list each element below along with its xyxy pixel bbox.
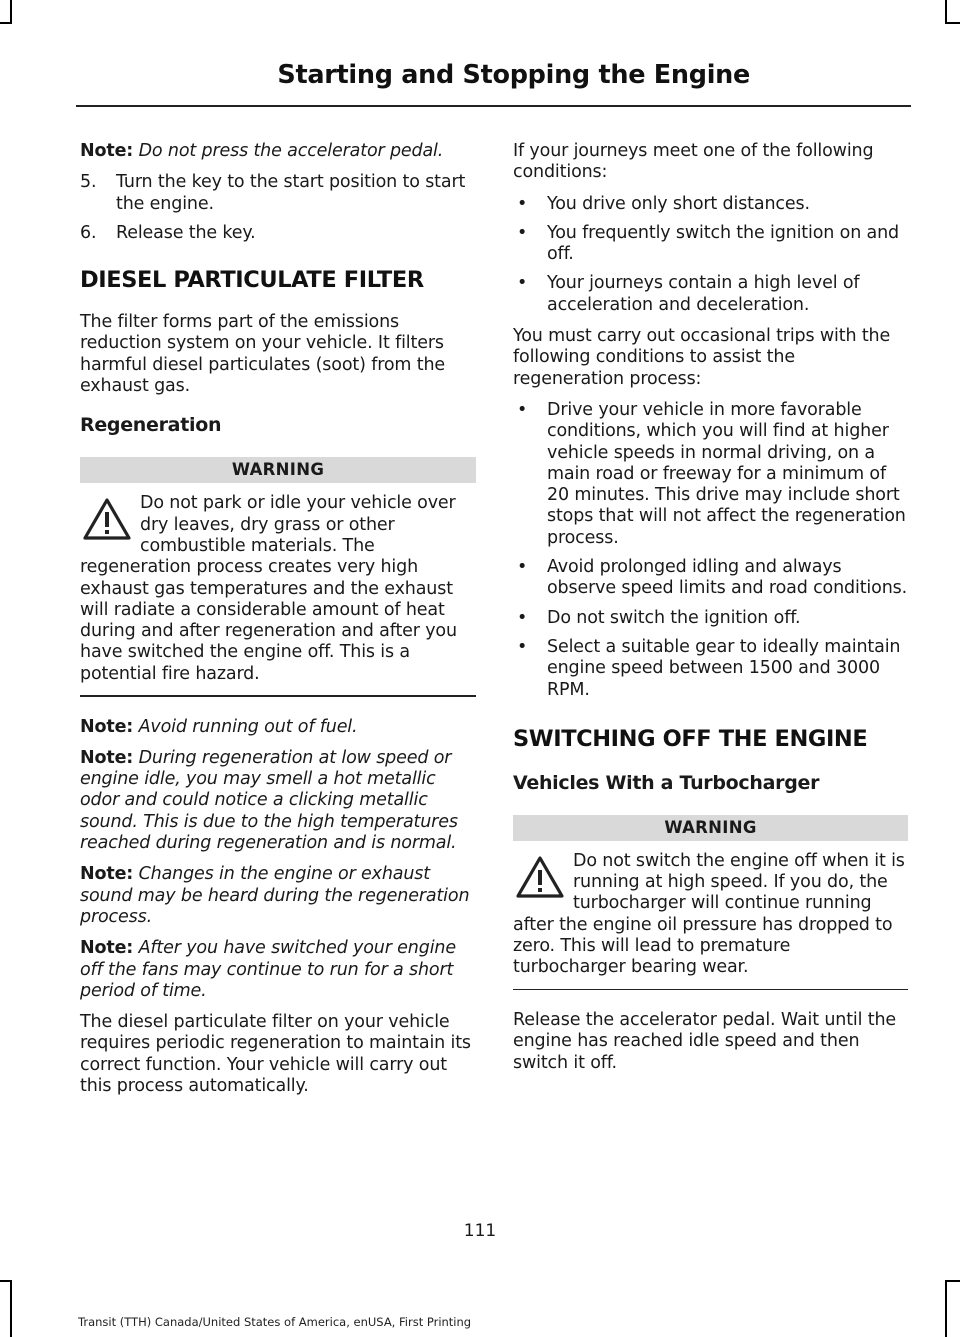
note-label: Note: [80,716,134,737]
note [80,864,476,928]
note [80,748,476,854]
crop-mark [10,1280,12,1337]
warning-triangle-icon [515,855,565,899]
bullet-list [513,400,908,701]
crop-mark [945,0,947,22]
page-number: 111 [463,1221,497,1241]
crop-mark [10,0,12,22]
note-text: Do not press the accelerator pedal. [138,141,444,161]
list-item: • Select a suitable gear to ideally maintain engine speed between 1500 and 3000 RPM. [513,637,908,701]
crop-mark [0,1280,12,1282]
warning-divider [80,695,476,697]
crop-mark [945,1280,960,1282]
paragraph: If your journeys meet one of the following conditions: [513,141,874,183]
section-heading: SWITCHING OFF THE ENGINE [513,725,868,752]
numbered-step [80,223,476,244]
warning-box [80,457,476,696]
note [80,141,476,162]
paragraph: The diesel particulate filter on your vehicle requires periodic regeneration to maintain its correct function. Your vehicle will carry out this process automatically. [80,1012,471,1096]
step-number: 5. [80,172,97,193]
note-text: Avoid running out of fuel. [138,716,358,737]
warning-label: WARNING [513,815,908,841]
note-label: Note: [80,747,134,768]
page-title: Starting and Stopping the Engine [277,60,750,90]
warning-label: WARNING [80,457,476,483]
list-item: • You drive only short distances. [513,194,908,215]
warning-text: Do not switch the engine off when it is running at high speed. If you do, the turbocharger will continue running after the engine oil pressure has dropped to zero. This will lead to premature turbocharger bearing wear. [513,850,905,978]
note-text: After you have switched your engine off the fans may continue to run for a short period of time. [80,938,456,1001]
crop-mark [0,22,12,24]
crop-mark [945,22,960,24]
note-label: Note: [80,864,134,885]
list-item: • Your journeys contain a high level of acceleration and deceleration. [513,273,908,316]
warning-divider [513,989,908,991]
bullet-list [513,194,908,316]
subheading: Vehicles With a Turbocharger [513,771,820,794]
paragraph: The filter forms part of the emissions reduction system on your vehicle. It filters harmful diesel particulates (soot) from the exhaust gas. [80,312,445,397]
right-column [513,141,908,1084]
warning-triangle-icon [82,497,132,541]
warning-text: Do not park or idle your vehicle over dry leaves, dry grass or other combustible materials. The regeneration process creates very high exhaust gas temperatures and the exhaust will radiate a considerable amount of heat during and after regeneration and after you have switched the engine off. This is a potential fire hazard. [80,493,457,684]
step-number: 6. [80,222,97,243]
list-item: • You frequently switch the ignition on and off. [513,223,908,266]
section-heading: DIESEL PARTICULATE FILTER [80,267,424,294]
note-text: During regeneration at low speed or engine idle, you may smell a hot metallic odor and could notice a clicking metallic sound. This is due to the high temperatures reached during regeneration and is normal. [80,747,458,854]
paragraph: Release the accelerator pedal. Wait until the engine has reached idle speed and then switch it off. [513,1010,897,1073]
list-item: • Avoid prolonged idling and always observe speed limits and road conditions. [513,557,908,600]
note-label: Note: [80,141,134,161]
note-label: Note: [80,938,134,959]
subheading: Regeneration [80,414,222,437]
title-divider [76,105,911,107]
crop-mark [945,1280,947,1337]
note-text: Changes in the engine or exhaust sound may be heard during the regeneration process. [80,864,470,927]
numbered-step [80,172,476,215]
note [80,717,476,738]
left-column [80,141,476,1107]
list-item: • Drive your vehicle in more favorable conditions, which you will find at higher vehicle speeds in normal driving, on a main road or freeway for a minimum of 20 minutes. This drive may include short stops that will not affect the regeneration process. [513,400,908,549]
footer-doc-info: Transit (TTH) Canada/United States of America, enUSA, First Printing [78,1315,472,1329]
step-text: Turn the key to the start position to start the engine. [116,172,466,214]
step-text: Release the key. [116,222,256,243]
paragraph: You must carry out occasional trips with the following conditions to assist the regeneration process: [513,326,891,389]
warning-box [513,815,908,990]
note [80,938,476,1002]
list-item: • Do not switch the ignition off. [513,608,908,629]
